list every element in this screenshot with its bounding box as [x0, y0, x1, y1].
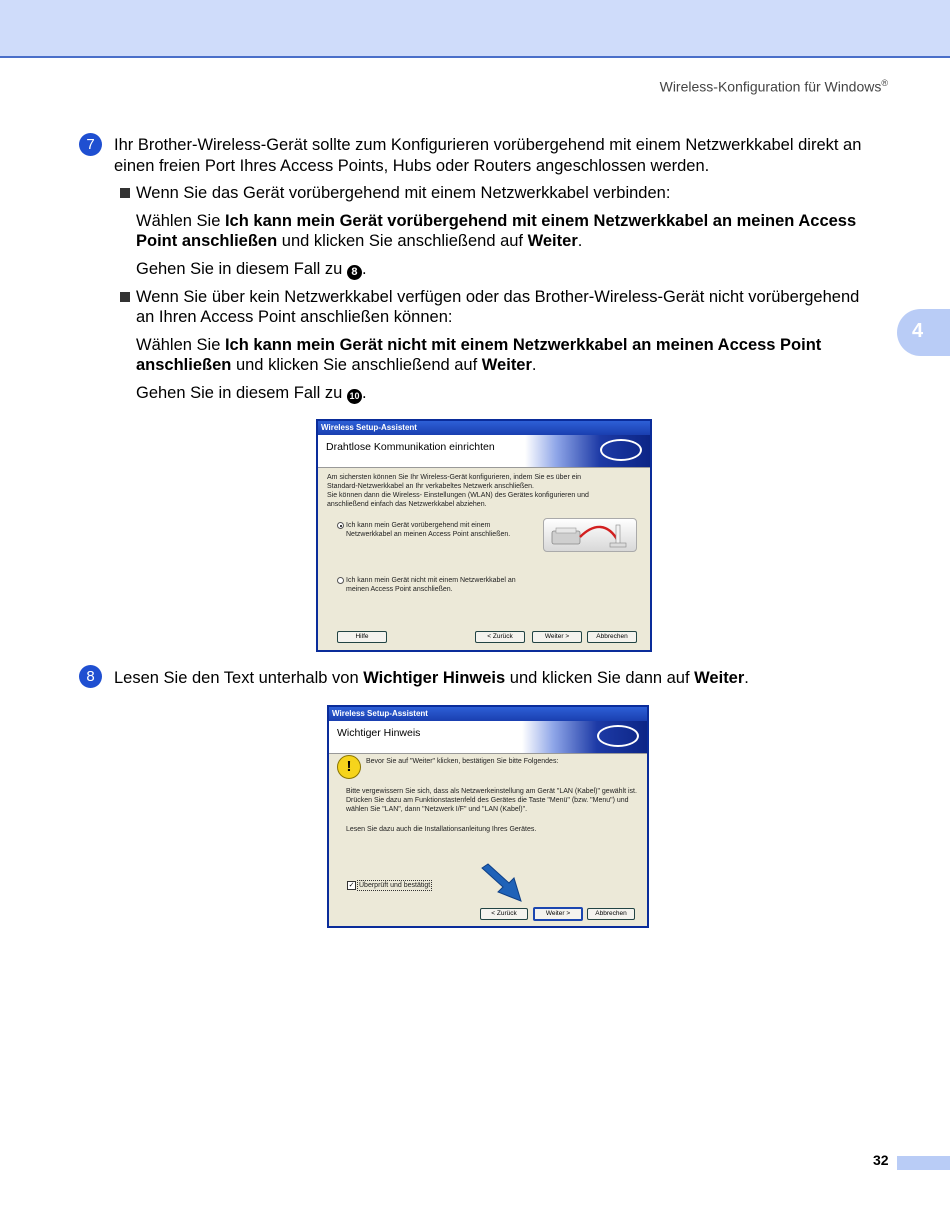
- next-button[interactable]: Weiter >: [533, 907, 583, 921]
- option-2-label-2[interactable]: meinen Access Point anschließen.: [346, 586, 453, 593]
- dialog-setup-assistant-1: [316, 419, 652, 652]
- arrow-pointer-icon: [479, 863, 525, 905]
- warning-icon: !: [337, 755, 361, 779]
- confirm-checkbox-label[interactable]: Überprüft und bestätigt: [359, 882, 431, 889]
- page-tab: [897, 1156, 950, 1170]
- page-number: 32: [873, 1152, 889, 1168]
- bullet-1-goto: Gehen Sie in diesem Fall zu 8 .: [136, 260, 367, 278]
- dialog-heading: Drahtlose Kommunikation einrichten: [326, 441, 495, 453]
- bullet-2-text-line-1: Wenn Sie über kein Netzwerkkabel verfügen oder das Brother-Wireless-Gerät nicht vorübergehend: [136, 288, 860, 306]
- dialog-desc-2: Standard-Netzwerkkabel an Ihr verkabeltes Netzwerk anschließen.: [327, 483, 534, 490]
- bullet-square: [120, 188, 130, 198]
- option-1-radio[interactable]: [337, 522, 344, 529]
- dialog-title-bar: Wireless Setup-Assistent: [329, 707, 647, 721]
- bullet-1-text: Wenn Sie das Gerät vorübergehend mit einem Netzwerkkabel verbinden:: [136, 184, 671, 202]
- next-button[interactable]: Weiter >: [532, 631, 582, 643]
- step-7-badge: 7: [79, 133, 102, 156]
- dialog-desc-1: Am sichersten können Sie Ihr Wireless-Gerät konfigurieren, indem Sie es über ein: [327, 474, 582, 481]
- bullet-square: [120, 292, 130, 302]
- wireless-logo-icon: [597, 725, 639, 747]
- option-2-radio[interactable]: [337, 577, 344, 584]
- bullet-1-instruction-line-2: Point anschließen und klicken Sie anschließend auf Weiter.: [136, 232, 583, 250]
- bullet-2-instruction-line-1: Wählen Sie Ich kann mein Gerät nicht mit einem Netzwerkkabel an meinen Access Point: [136, 336, 822, 354]
- warning-text: Bevor Sie auf "Weiter" klicken, bestätigen Sie bitte Folgendes:: [366, 758, 559, 765]
- option-2-label-1[interactable]: Ich kann mein Gerät nicht mit einem Netzwerkkabel an: [346, 577, 516, 584]
- printer-cable-illustration: [543, 518, 637, 552]
- dialog-heading: Wichtiger Hinweis: [337, 727, 421, 739]
- notice-line-3: wählen Sie "LAN", dann "Netzwerk I/F" und "LAN (Kabel)".: [346, 806, 528, 813]
- dialog-header: [318, 435, 650, 468]
- notice-line-1: Bitte vergewissern Sie sich, dass als Netzwerkeinstellung am Gerät "LAN (Kabel)" gewählt ist.: [346, 788, 637, 795]
- step-8-text: Lesen Sie den Text unterhalb von Wichtiger Hinweis und klicken Sie dann auf Weiter.: [114, 669, 749, 687]
- notice-line-4: Lesen Sie dazu auch die Installationsanleitung Ihres Gerätes.: [346, 826, 537, 833]
- confirm-checkbox[interactable]: ✓: [348, 882, 355, 889]
- bullet-2-instruction-line-2: anschließen und klicken Sie anschließend auf Weiter.: [136, 356, 537, 374]
- step-7-intro-line-2: einen freien Port Ihres Access Points, Hubs oder Routers angeschlossen werden.: [114, 157, 710, 175]
- chapter-tab: 4: [897, 309, 950, 356]
- cancel-button[interactable]: Abbrechen: [587, 908, 635, 920]
- dialog-setup-assistant-2: [327, 705, 649, 928]
- bullet-2-goto: Gehen Sie in diesem Fall zu 10 .: [136, 384, 367, 402]
- dialog-desc-3: Sie können dann die Wireless- Einstellungen (WLAN) des Gerätes konfigurieren und: [327, 492, 589, 499]
- running-header: Wireless-Konfiguration für Windows®: [659, 78, 888, 95]
- step-7-intro-line-1: Ihr Brother-Wireless-Gerät sollte zum Konfigurieren vorübergehend mit einem Netzwerkkabel direkt an: [114, 136, 862, 154]
- back-button[interactable]: < Zurück: [475, 631, 525, 643]
- bullet-2-text-line-2: an Ihren Access Point anschließen können:: [136, 308, 453, 326]
- option-1-label-2[interactable]: Netzwerkkabel an meinen Access Point anschließen.: [346, 531, 511, 538]
- bullet-1-instruction-line-1: Wählen Sie Ich kann mein Gerät vorübergehend mit einem Netzwerkkabel an meinen Access: [136, 212, 857, 230]
- dialog-header: [329, 721, 647, 754]
- back-button[interactable]: < Zurück: [480, 908, 528, 920]
- page-top-band: [0, 0, 950, 58]
- notice-line-2: Drücken Sie dazu am Funktionstastenfeld des Gerätes die Taste "Menü" (bzw. "Menu") und: [346, 797, 629, 804]
- dialog-title-bar: Wireless Setup-Assistent: [318, 421, 650, 435]
- step-ref-10[interactable]: 10: [347, 389, 362, 404]
- cancel-button[interactable]: Abbrechen: [587, 631, 637, 643]
- step-ref-8[interactable]: 8: [347, 265, 362, 280]
- option-1-label-1[interactable]: Ich kann mein Gerät vorübergehend mit einem: [346, 522, 491, 529]
- wireless-logo-icon: [600, 439, 642, 461]
- step-8-badge: 8: [79, 665, 102, 688]
- dialog-desc-4: anschließend einfach das Netzwerkkabel abziehen.: [327, 501, 487, 508]
- help-button[interactable]: Hilfe: [337, 631, 387, 643]
